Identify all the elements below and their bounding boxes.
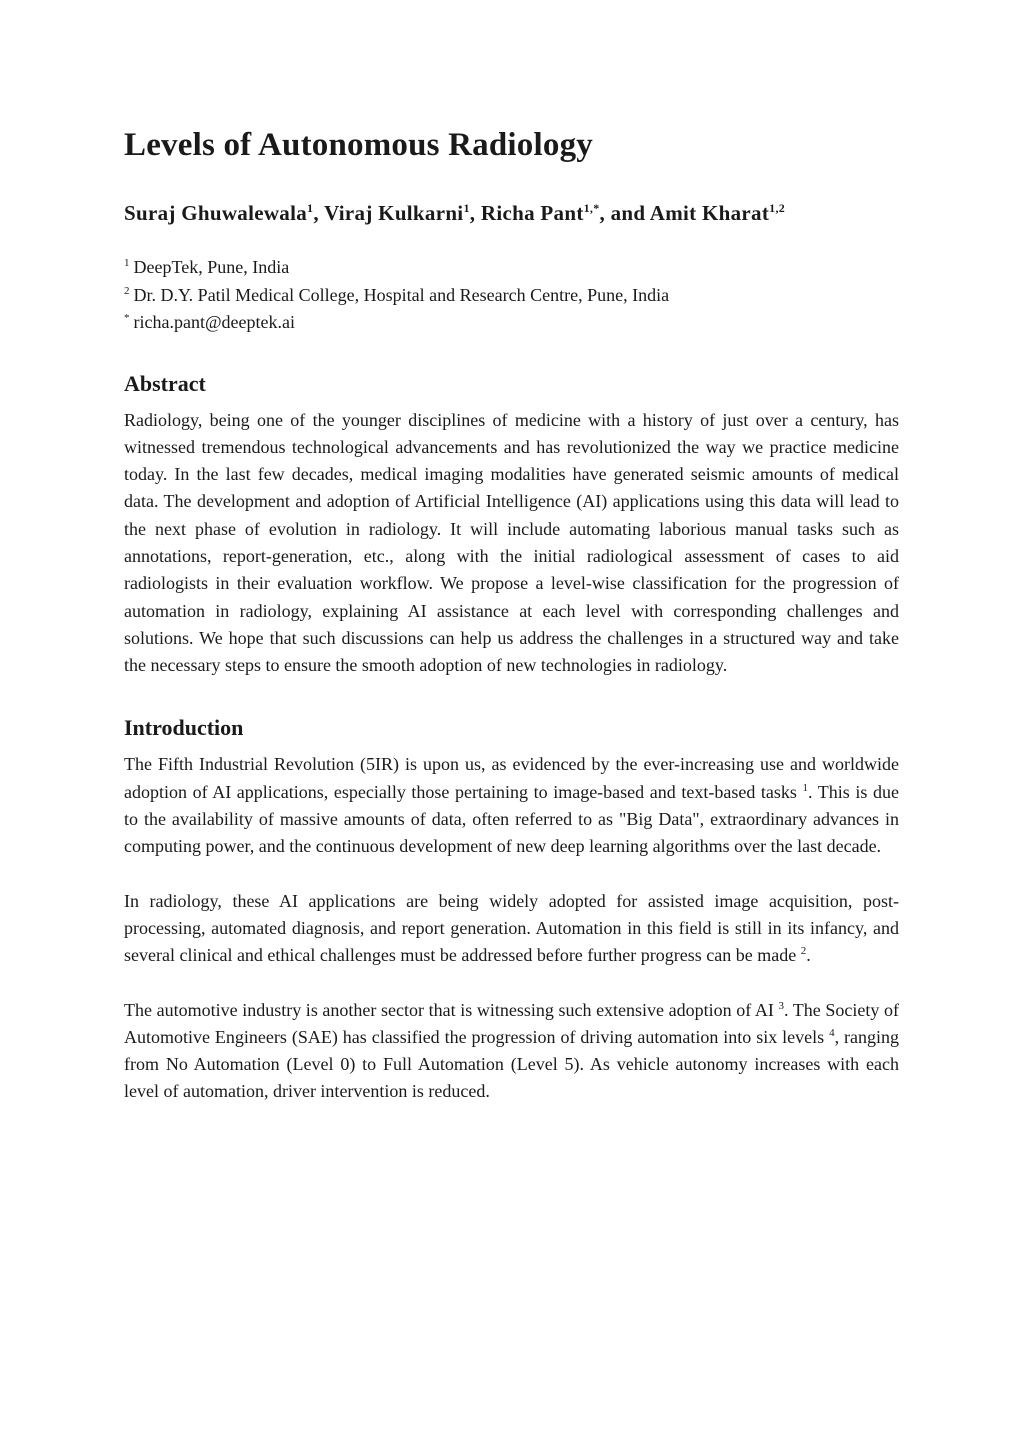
paragraph-text: The automotive industry is another sector that is witnessing such extensive adoption of AI (124, 999, 779, 1020)
author-affiliation-mark: 1,2 (769, 201, 786, 215)
affiliation-mark: * (124, 312, 130, 324)
author-name: Amit Kharat (649, 201, 770, 225)
author-name: Viraj Kulkarni (324, 201, 464, 225)
introduction-paragraph (124, 997, 899, 1106)
abstract-text: Radiology, being one of the younger disciplines of medicine with a history of just over a century, has witnessed tremendous technological advancements and has revolutionized the way we practice medicine today. In the last few decades, medical imaging modalities have generated seismic amounts of medical data. The development and adoption of Artificial Intelligence (AI) applications using this data will lead to the next phase of evolution in radiology. It will include automating laborious manual tasks such as annotations, report-generation, etc., along with the initial radiological assessment of cases to aid radiologists in their evaluation workflow. We propose a level-wise classification for the progression of automation in radiology, explaining AI assistance at each level with corresponding challenges and solutions. We hope that such discussions can help us address the challenges in a structured way and take the necessary steps to ensure the smooth adoption of new technologies in radiology. (124, 409, 899, 676)
affiliation-text: Dr. D.Y. Patil Medical College, Hospital and Research Centre, Pune, India (133, 284, 670, 305)
paper-title: Levels of Autonomous Radiology (124, 127, 593, 163)
affiliation-mark: 1 (124, 257, 130, 269)
author-separator: , (469, 201, 481, 225)
corresponding-email: richa.pant@deeptek.ai (133, 312, 295, 332)
paragraph-text: In radiology, these AI applications are being widely adopted for assisted image acquisition, post-processing, automated diagnosis, and report generation. Automation in this field is still in its infancy, and several clinical and ethical challenges must be addressed before further progress can be made (124, 890, 899, 966)
author-affiliation-mark: 1,* (583, 201, 600, 215)
author-affiliation-mark: 1 (307, 201, 314, 215)
introduction-paragraph (124, 888, 899, 970)
citation-ref: 1 (802, 781, 809, 794)
author-name: Richa Pant (480, 201, 584, 225)
paragraph-text: . This is due to the availability of massive amounts of data, often referred to as "Big Data", extraordinary advances in computing power, and the continuous development of new deep learning algorithms over the last decade. (124, 781, 899, 857)
citation-ref: 4 (829, 1026, 835, 1039)
citation-ref: 3 (778, 999, 784, 1012)
affiliation-list (124, 254, 899, 337)
citation-ref: 2 (800, 945, 807, 958)
introduction-heading: Introduction (124, 715, 244, 741)
author-name: Suraj Ghuwalewala (124, 201, 308, 225)
affiliation-item (124, 309, 899, 337)
abstract-heading: Abstract (124, 370, 206, 396)
author-affiliation-mark: 1 (463, 201, 470, 215)
paragraph-text: . (806, 945, 811, 966)
paragraph-text: , ranging from No Automation (Level 0) to Full Automation (Level 5). As vehicle autonomy increases with each level of automation, driver intervention is reduced. (124, 1026, 900, 1102)
paragraph-text: . The Society of Automotive Engineers (SAE) has classified the progression of driving automation into six levels (124, 999, 899, 1047)
author-list (124, 198, 899, 228)
affiliation-item (124, 282, 899, 310)
affiliation-mark: 2 (124, 284, 130, 297)
introduction-paragraph (124, 751, 899, 860)
paragraph-text: The Fifth Industrial Revolution (5IR) is upon us, as evidenced by the ever-increasing use and worldwide adoption of AI applications, especially those pertaining to image-based and text-based tasks (124, 754, 899, 802)
author-separator: , and (599, 201, 650, 225)
affiliation-text: DeepTek, Pune, India (133, 257, 290, 277)
author-separator: , (313, 201, 325, 225)
paper-page (124, 120, 899, 1106)
affiliation-item (124, 254, 899, 282)
